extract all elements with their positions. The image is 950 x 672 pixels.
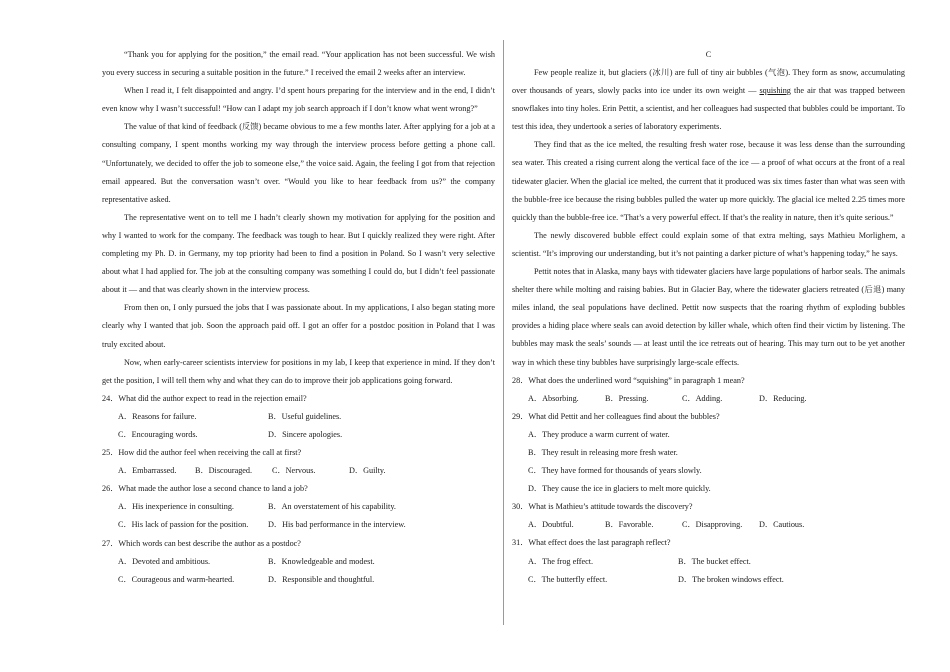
question-26 [102, 480, 495, 534]
option-b: B．Useful guidelines. [268, 411, 342, 421]
option-b: B．Discouraged. [195, 466, 253, 476]
question-stem: 28．What does the underlined word “squishing” in paragraph 1 mean? [512, 375, 745, 385]
option-a: A．Absorbing. [528, 393, 579, 403]
passage-c-paragraph-1: Few people realize it, but glaciers (冰川) are full of tiny air bubbles (气泡). They form as snow, accumulating over thousands of years, slowly packs into ice under its own weight — squishing the air that was trapped between snowflakes into tiny holes. Erin Pettit, a scientist, and her colleagues had suspected that bubbles could be important. To test this idea, they undertook a series of laboratory experiments. [512, 68, 905, 132]
option-c: C．His lack of passion for the position. [118, 520, 249, 530]
passage-c-paragraph-4: Pettit notes that in Alaska, many bays with tidewater glaciers have large populations of harbor seals. The animals shelter there while molting and raising babies. But in Glacier Bay, where the tidewater glaciers retreated (后退) many miles inland, the seal populations have declined. Pettit now suspects that the roaring rhythm of exploding bubbles provides a hiding place where seals can avoid detection by killer whale, which often find their victim by listening. The bubbles may mask the seals’ sounds — at least until the ice retreats out of hearing. This may turn out to be yet another way in which these tiny bubbles have surprisingly large-scale effects. [512, 267, 905, 367]
question-stem: 31．What effect does the last paragraph reflect? [512, 538, 671, 548]
option-d: D．They cause the ice in glaciers to melt more quickly. [528, 484, 711, 494]
question-stem: 26．What made the author lose a second chance to land a job? [102, 484, 308, 494]
option-d: D．Reducing. [759, 393, 807, 403]
column-divider [503, 40, 504, 625]
option-b: B．Knowledgeable and modest. [268, 556, 375, 566]
option-a: A．They produce a warm current of water. [528, 429, 670, 439]
passage-b-paragraph-4: The representative went on to tell me I hadn’t clearly shown my motivation for applying for the position and why I wanted to work for the company. The feedback was tough to hear. But I quickly realized they were right. After completing my Ph. D. in Germany, my top priority had been to find a position in Poland. So I wasn’t very selective about what I had applied for. The job at the consulting company was something I could do, but I didn’t feel passionate about it — and that was clearly shown in the interview process. [102, 212, 495, 295]
passage-b-paragraph-2: When I read it, I felt disappointed and angry. I’d spent hours preparing for the interview and in the end, I didn’t even know why I wasn’t successful! “How can I adapt my job search approach if I don’t know what went wrong?” [102, 86, 495, 114]
passage-b-paragraph-3: The value of that kind of feedback (反馈) became obvious to me a few months later. After applying for a job at a consulting company, I spent months working my way through the interview process before getting a phone call. “Unfortunately, we decided to offer the job to someone else,” the voice said. Again, the feeling I got from that rejection email appeared. But the conversation wasn’t over. “Would you like to hear feedback from us?” the company representative asked. [102, 122, 495, 204]
option-b: B．Favorable. [605, 520, 654, 530]
option-a: A．The frog effect. [528, 556, 594, 566]
option-a: A．His inexperience in consulting. [118, 502, 234, 512]
question-28 [512, 372, 905, 408]
option-c: C．Nervous. [272, 466, 316, 476]
option-d: D．Cautious. [759, 520, 805, 530]
passage-b-paragraph-1: “Thank you for applying for the position,” the email read. “Your application has not been successful. We wish you every success in securing a suitable position in the future.” I received the email 2 weeks after an interview. [102, 50, 495, 78]
option-a: A．Embarrassed. [118, 466, 177, 476]
underlined-word: squishing [759, 86, 791, 96]
option-d: D．The broken windows effect. [678, 574, 784, 584]
passage-b-paragraph-5: From then on, I only pursued the jobs that I was passionate about. In my applications, I also began stating more clearly why I wanted that job. Soon the approach paid off. I got an offer for a postdoc position in Poland that I was truly excited about. [102, 303, 495, 349]
option-c: C．Adding. [682, 393, 723, 403]
option-d: D．Responsible and thoughtful. [268, 574, 375, 584]
question-27 [102, 535, 495, 589]
option-b: B．The bucket effect. [678, 556, 751, 566]
right-column [512, 46, 905, 589]
option-a: A．Doubtful. [528, 520, 574, 530]
left-column [102, 46, 495, 589]
option-d: D．His bad performance in the interview. [268, 520, 406, 530]
option-c: C．The butterfly effect. [528, 574, 608, 584]
option-c: C．They have formed for thousands of years slowly. [528, 466, 702, 476]
option-c: C．Disapproving. [682, 520, 743, 530]
option-c: C．Encouraging words. [118, 429, 198, 439]
question-30 [512, 498, 905, 534]
question-29 [512, 408, 905, 498]
option-d: D．Sincere apologies. [268, 429, 343, 439]
passage-b-paragraph-6: Now, when early-career scientists interview for positions in my lab, I keep that experience in mind. If they don’t get the position, I will tell them why and what they can do to improve their job applications going forward. [102, 357, 495, 385]
passage-c-paragraph-3: The newly discovered bubble effect could explain some of that extra melting, says Mathieu Morlighem, a scientist. “It’s improving our understanding, but it’s not painting a darker picture of what’s happening today,” he says. [512, 230, 905, 258]
question-31 [512, 534, 905, 588]
question-stem: 29．What did Pettit and her colleagues find about the bubbles? [512, 411, 720, 421]
option-c: C．Courageous and warm-hearted. [118, 574, 235, 584]
question-stem: 27．Which words can best describe the author as a postdoc? [102, 538, 301, 548]
question-stem: 24．What did the author expect to read in the rejection email? [102, 393, 307, 403]
question-24 [102, 390, 495, 444]
option-a: A．Devoted and ambitious. [118, 556, 211, 566]
option-b: B．They result in releasing more fresh water. [528, 447, 678, 457]
option-b: B．Pressing. [605, 393, 649, 403]
option-a: A．Reasons for failure. [118, 411, 197, 421]
option-b: B．An overstatement of his capability. [268, 502, 396, 512]
question-stem: 30．What is Mathieu’s attitude towards the discovery? [512, 502, 693, 512]
passage-c-paragraph-2: They find that as the ice melted, the resulting fresh water rose, because it was less dense than the surrounding sea water. This created a rising current along the vertical face of the ice — a proof of what occurs at the front of a real tidewater glacier. When the glacial ice melted, the current that it produced was six times faster than what was seen with the bubble-free ice because the rising bubbles pulled the water up more quickly. The glacial ice melted 2.25 times more quickly than the bubble-free ice. “That’s a very powerful effect. If that’s the reality in nature, then it’s quite serious.” [512, 140, 905, 222]
question-25 [102, 444, 495, 480]
option-d: D．Guilty. [349, 466, 386, 476]
question-stem: 25．How did the author feel when receiving the call at first? [102, 448, 302, 458]
section-letter: C [705, 50, 712, 59]
